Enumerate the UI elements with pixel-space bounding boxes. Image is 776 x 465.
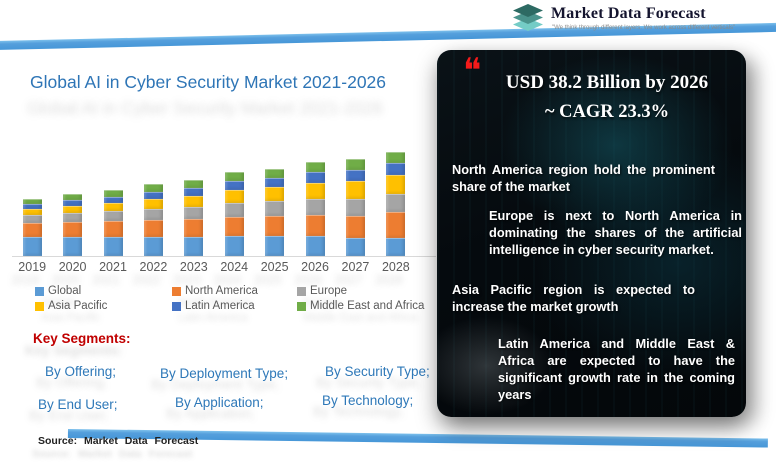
bar-segment-latin-america <box>346 170 365 181</box>
bar-segment-global <box>306 236 325 256</box>
legend-label-asia-pacific: Asia Pacific <box>48 300 108 312</box>
bar-segment-europe <box>63 213 82 222</box>
legend-item-global <box>35 285 172 297</box>
bar-segment-middle-east-and-africa <box>306 162 325 172</box>
bar-2027 <box>335 144 375 256</box>
legend-item-latin-america <box>172 300 297 312</box>
bar-segment-middle-east-and-africa <box>386 152 405 163</box>
bar-segment-global <box>386 238 405 256</box>
bar-segment-europe <box>23 215 42 223</box>
bar-2019 <box>12 144 52 256</box>
legend-item-asia-pacific <box>35 300 172 312</box>
bar-segment-middle-east-and-africa <box>346 159 365 170</box>
legend-swatch-europe <box>297 287 306 296</box>
headline-cagr: ~ CAGR 23.3% <box>544 102 670 122</box>
segment-item-by-deployment-type: By Deployment Type; <box>160 366 289 381</box>
x-axis-label-2020: 2020 <box>58 260 87 274</box>
bar-2020 <box>52 144 92 256</box>
legend-swatch-middle-east-and-africa <box>297 302 306 311</box>
bar-segment-asia-pacific <box>346 181 365 199</box>
quote-icon: ❝ <box>463 51 482 91</box>
bar-segment-europe <box>184 207 203 219</box>
bar-segment-north-america <box>306 215 325 236</box>
bar-segment-asia-pacific <box>184 196 203 207</box>
x-axis-labels <box>12 260 416 274</box>
segment-item-by-security-type: By Security Type; <box>325 364 430 379</box>
bar-segment-europe <box>144 209 163 220</box>
segment-item-by-application: By Application; <box>175 395 264 410</box>
bar-segment-asia-pacific <box>144 199 163 209</box>
bar-segment-north-america <box>386 212 405 238</box>
insight-europe: Europe is next to North America in dominating the shares of the artificial intelligence in cyber security market. <box>489 208 742 257</box>
bar-segment-europe <box>265 201 284 216</box>
x-axis-label-2028: 2028 <box>381 260 410 274</box>
x-axis-label-2023: 2023 <box>179 260 208 274</box>
plot-area <box>12 145 436 257</box>
bar-segment-asia-pacific <box>63 206 82 213</box>
bar-segment-middle-east-and-africa <box>184 180 203 188</box>
bar-segment-latin-america <box>144 192 163 200</box>
legend-swatch-global <box>35 287 44 296</box>
bar-segment-europe <box>225 203 244 217</box>
x-axis-label-2021: 2021 <box>99 260 127 274</box>
legend-item-middle-east-and-africa <box>297 300 435 312</box>
x-axis-label-2024: 2024 <box>220 260 249 274</box>
key-segments-heading: Key Segments: <box>33 331 131 346</box>
legend-swatch-north-america <box>172 287 181 296</box>
legend-label-north-america: North America <box>185 285 258 297</box>
bar-segment-middle-east-and-africa <box>144 184 163 192</box>
legend-swatch-latin-america <box>172 302 181 311</box>
insight-asia-pacific: Asia Pacific region is expected to increase the market growth <box>452 282 695 314</box>
layers-icon <box>513 4 545 34</box>
x-axis-label-2019: 2019 <box>18 260 47 274</box>
bar-2022 <box>133 144 173 256</box>
layer-top <box>513 4 543 17</box>
bar-segment-europe <box>104 211 123 221</box>
bar-chart-bars <box>12 144 416 256</box>
bar-segment-north-america <box>144 220 163 237</box>
legend-label-global: Global <box>48 285 82 297</box>
legend-item-north-america <box>172 285 297 297</box>
highlights-panel <box>437 50 746 417</box>
source-note: Source: Market Data Forecast <box>38 435 199 447</box>
bar-segment-middle-east-and-africa <box>265 169 284 178</box>
bar-segment-latin-america <box>225 181 244 190</box>
bar-segment-asia-pacific <box>265 187 284 201</box>
bar-2024 <box>214 144 254 256</box>
bar-2026 <box>295 144 335 256</box>
insight-latam-mea: Latin America and Middle East & Africa are expected to have the significant growth rate in the coming years <box>498 336 735 402</box>
legend-item-europe <box>297 285 435 297</box>
bar-2021 <box>93 144 133 256</box>
bar-segment-global <box>23 237 42 256</box>
bar-segment-global <box>346 238 365 256</box>
bar-segment-europe <box>386 194 405 212</box>
bar-segment-north-america <box>184 219 203 237</box>
bar-2023 <box>174 144 214 256</box>
bar-segment-north-america <box>104 221 123 237</box>
bar-2028 <box>376 144 416 256</box>
segment-item-by-technology: By Technology; <box>322 393 414 408</box>
bar-segment-asia-pacific <box>306 183 325 199</box>
bar-segment-asia-pacific <box>225 190 244 203</box>
chart-title: Global AI in Cyber Security Market 2021-2026 <box>30 72 387 92</box>
bar-segment-global <box>144 237 163 256</box>
legend-swatch-asia-pacific <box>35 302 44 311</box>
stacked-bar-chart <box>12 145 436 274</box>
bar-segment-latin-america <box>306 172 325 183</box>
bar-segment-latin-america <box>386 163 405 175</box>
x-axis-label-2026: 2026 <box>301 260 329 274</box>
bar-segment-global <box>63 237 82 256</box>
brand-tagline: "We think through different layers. We work across different verticals" <box>552 25 736 31</box>
segment-item-by-end-user: By End User; <box>38 397 118 412</box>
legend-label-middle-east-and-africa: Middle East and Africa <box>310 300 425 312</box>
bar-segment-global <box>184 237 203 256</box>
bar-segment-latin-america <box>184 188 203 196</box>
bar-segment-global <box>104 237 123 256</box>
bar-segment-north-america <box>63 222 82 237</box>
x-axis-label-2022: 2022 <box>139 260 168 274</box>
bar-segment-europe <box>346 199 365 216</box>
brand-logo <box>513 3 743 37</box>
x-axis-label-2025: 2025 <box>260 260 289 274</box>
segment-item-by-offering: By Offering; <box>45 364 117 379</box>
legend-label-latin-america: Latin America <box>185 300 255 312</box>
bar-segment-middle-east-and-africa <box>225 172 244 181</box>
brand-name: Market Data Forecast <box>551 5 706 22</box>
bar-segment-north-america <box>265 216 284 236</box>
bar-segment-asia-pacific <box>386 175 405 194</box>
bar-segment-north-america <box>346 216 365 238</box>
bar-segment-north-america <box>23 223 42 237</box>
insight-north-america: North America region hold the prominent share of the market <box>452 162 715 194</box>
bar-segment-global <box>265 236 284 256</box>
chart-legend <box>35 285 435 312</box>
headline-value: USD 38.2 Billion by 2026 <box>505 72 709 93</box>
bar-2025 <box>254 144 294 256</box>
x-axis-label-2027: 2027 <box>341 260 370 274</box>
legend-label-europe: Europe <box>310 285 348 297</box>
bar-segment-global <box>225 236 244 256</box>
bar-segment-europe <box>306 199 325 215</box>
bar-segment-north-america <box>225 217 244 236</box>
bar-segment-asia-pacific <box>104 203 123 211</box>
bar-segment-latin-america <box>265 178 284 187</box>
